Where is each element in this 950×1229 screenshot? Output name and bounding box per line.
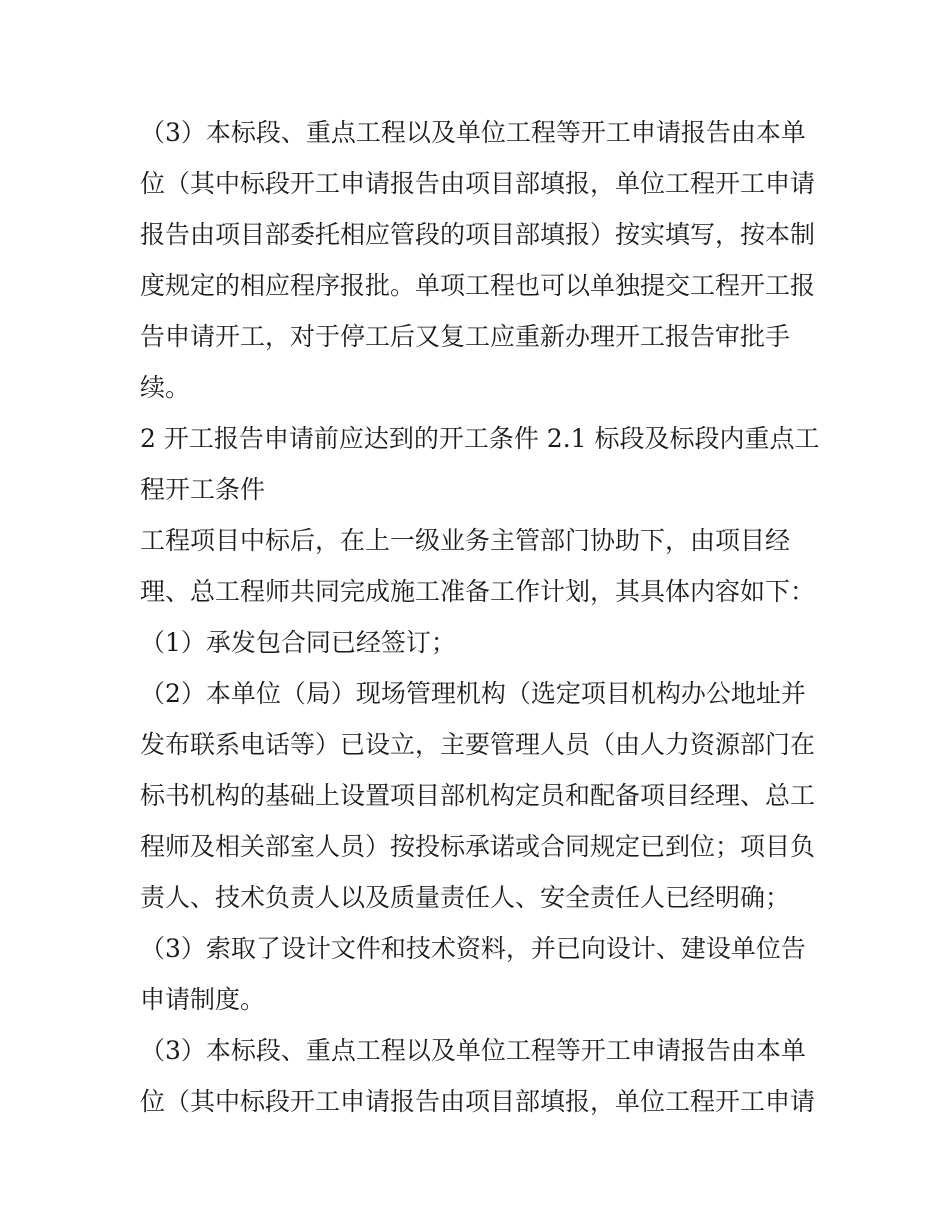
text-line: 位（其中标段开工申请报告由项目部填报，单位工程开工申请	[140, 1087, 816, 1116]
text-line: （3）本标段、重点工程以及单位工程等开工申请报告由本单	[140, 118, 806, 147]
text-line: 工程项目中标后，在上一级业务主管部门协助下，由项目经	[140, 526, 791, 555]
text-line: 发布联系电话等）已设立，主要管理人员（由人力资源部门在	[140, 730, 816, 759]
text-line: 报告由项目部委托相应管段的项目部填报）按实填写，按本制	[140, 220, 816, 249]
text-line: 告申请开工，对于停工后又复工应重新办理开工报告审批手	[140, 322, 791, 351]
text-line: 标书机构的基础上设置项目部机构定员和配备项目经理、总工	[140, 781, 816, 810]
list-item-line: （3）索取了设计文件和技术资料，并已向设计、建设单位告	[140, 934, 806, 963]
list-item-line: （2）本单位（局）现场管理机构（选定项目机构办公地址并	[140, 679, 806, 708]
document-body	[140, 107, 820, 1127]
text-line: 理、总工程师共同完成施工准备工作计划，其具体内容如下：	[140, 577, 816, 606]
text-line: 度规定的相应程序报批。单项工程也可以单独提交工程开工报	[140, 271, 816, 300]
list-item-line: （1）承发包合同已经签订；	[140, 628, 456, 657]
section-heading-line: 程开工条件	[140, 475, 266, 504]
list-item-line: （3）本标段、重点工程以及单位工程等开工申请报告由本单	[140, 1036, 806, 1065]
text-line: 续。	[140, 373, 191, 402]
text-line: 位（其中标段开工申请报告由项目部填报，单位工程开工申请	[140, 169, 816, 198]
section-heading-line: 2 开工报告申请前应达到的开工条件 2.1 标段及标段内重点工	[140, 424, 820, 453]
text-line: 程师及相关部室人员）按投标承诺或合同规定已到位；项目负	[140, 832, 816, 861]
text-line: 责人、技术负责人以及质量责任人、安全责任人已经明确；	[140, 883, 791, 912]
text-line: 申请制度。	[140, 985, 266, 1014]
